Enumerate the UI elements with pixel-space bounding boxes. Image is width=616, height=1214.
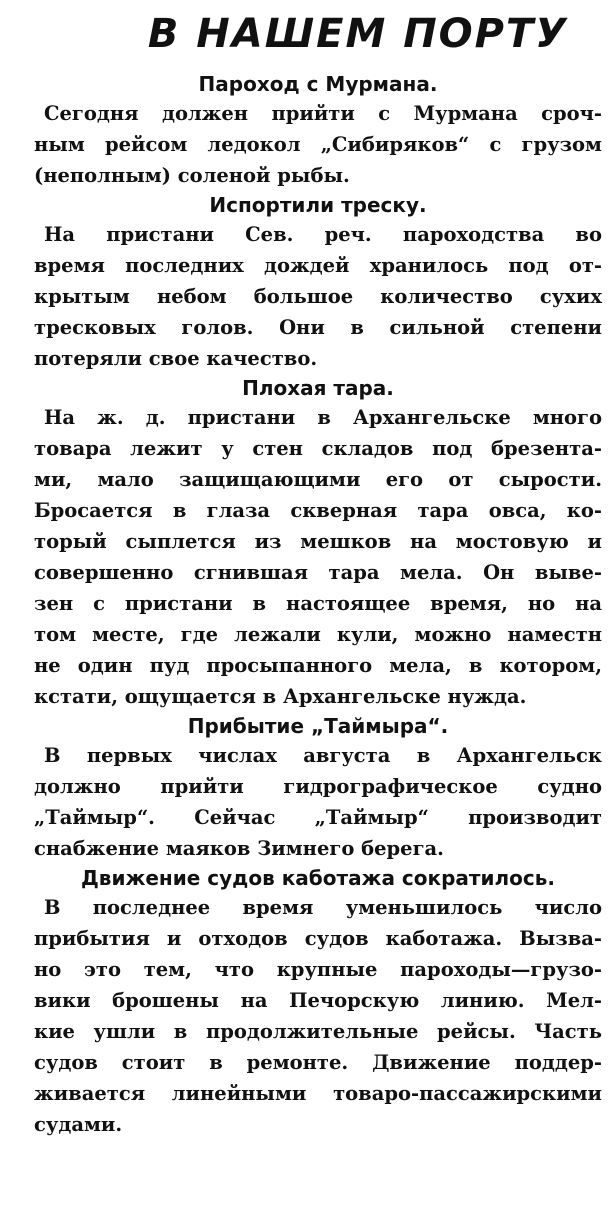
article-list	[34, 70, 602, 1140]
text-line: время последних дождей хранилось под от-	[34, 254, 602, 277]
article-heading: Прибытие „Таймыра“.	[187, 714, 449, 738]
text-line: В первых числах августа в Архангельск	[44, 744, 602, 767]
text-line: кстати, ощущается в Архангельске нужда.	[34, 685, 527, 708]
text-line: судов стоит в ремонте. Движение поддер-	[34, 1051, 602, 1074]
article-heading: Испортили треску.	[209, 193, 427, 217]
article-body	[34, 740, 602, 864]
article-section	[34, 191, 602, 374]
text-line: потеряли свое качество.	[34, 347, 318, 370]
text-line: должно прийти гидрографическое судно	[34, 775, 602, 798]
text-line: Сегодня должен прийти с Мурмана сроч-	[44, 102, 602, 125]
text-line: тресковых голов. Они в сильной степени	[34, 316, 602, 339]
article-section	[34, 374, 602, 712]
text-line: „Таймыр“. Сейчас „Таймыр“ производит	[34, 806, 602, 829]
text-line: вики брошены на Печорскую линию. Мел-	[34, 989, 602, 1012]
article-body	[34, 98, 602, 191]
article-section	[34, 864, 602, 1140]
text-line: совершенно сгнившая тара мела. Он выве-	[34, 561, 602, 584]
text-line: торый сыплется из мешков на мостовую и	[34, 530, 602, 553]
text-line: судами.	[34, 1113, 123, 1136]
text-line: зен с пристани в настоящее время, но на	[34, 592, 602, 615]
text-line: живается линейными товаро-пассажирскими	[34, 1082, 602, 1105]
article-section	[34, 70, 602, 191]
text-line: том месте, где лежали кули, можно наместн	[34, 623, 602, 646]
text-line: (неполным) соленой рыбы.	[34, 164, 350, 187]
text-line: не один пуд просыпанного мела, в котором,	[34, 654, 602, 677]
text-line: снабжение маяков Зимнего берега.	[34, 837, 444, 860]
text-line: На ж. д. пристани в Архангельске много	[44, 406, 602, 429]
article-heading: Движение судов каботажа сократилось.	[80, 866, 555, 890]
article-heading: Пароход с Мурмана.	[198, 72, 438, 96]
text-line: Бросается в глаза скверная тара овса, ко-	[34, 499, 602, 522]
text-line: На пристани Сев. реч. пароходства во	[44, 223, 602, 246]
article-body	[34, 219, 602, 374]
text-line: крытым небом большое количество сухих	[34, 285, 602, 308]
article-body	[34, 892, 602, 1140]
text-line: прибытия и отходов судов каботажа. Вызва-	[34, 927, 602, 950]
text-line: кие ушли в продолжительные рейсы. Часть	[34, 1020, 602, 1043]
text-line: но это тем, что крупные пароходы—грузо-	[34, 958, 602, 981]
article-section	[34, 712, 602, 864]
text-line: ным рейсом ледокол „Сибиряков“ с грузом	[34, 133, 602, 156]
page-title: В НАШЕМ ПОРТУ	[147, 11, 569, 57]
article-heading: Плохая тара.	[242, 376, 394, 400]
text-line: товара лежит у стен складов под брезента-	[34, 437, 602, 460]
text-line: В последнее время уменьшилось число	[44, 896, 602, 919]
article-body	[34, 402, 602, 712]
text-line: ми, мало защищающими его от сырости.	[34, 468, 602, 491]
